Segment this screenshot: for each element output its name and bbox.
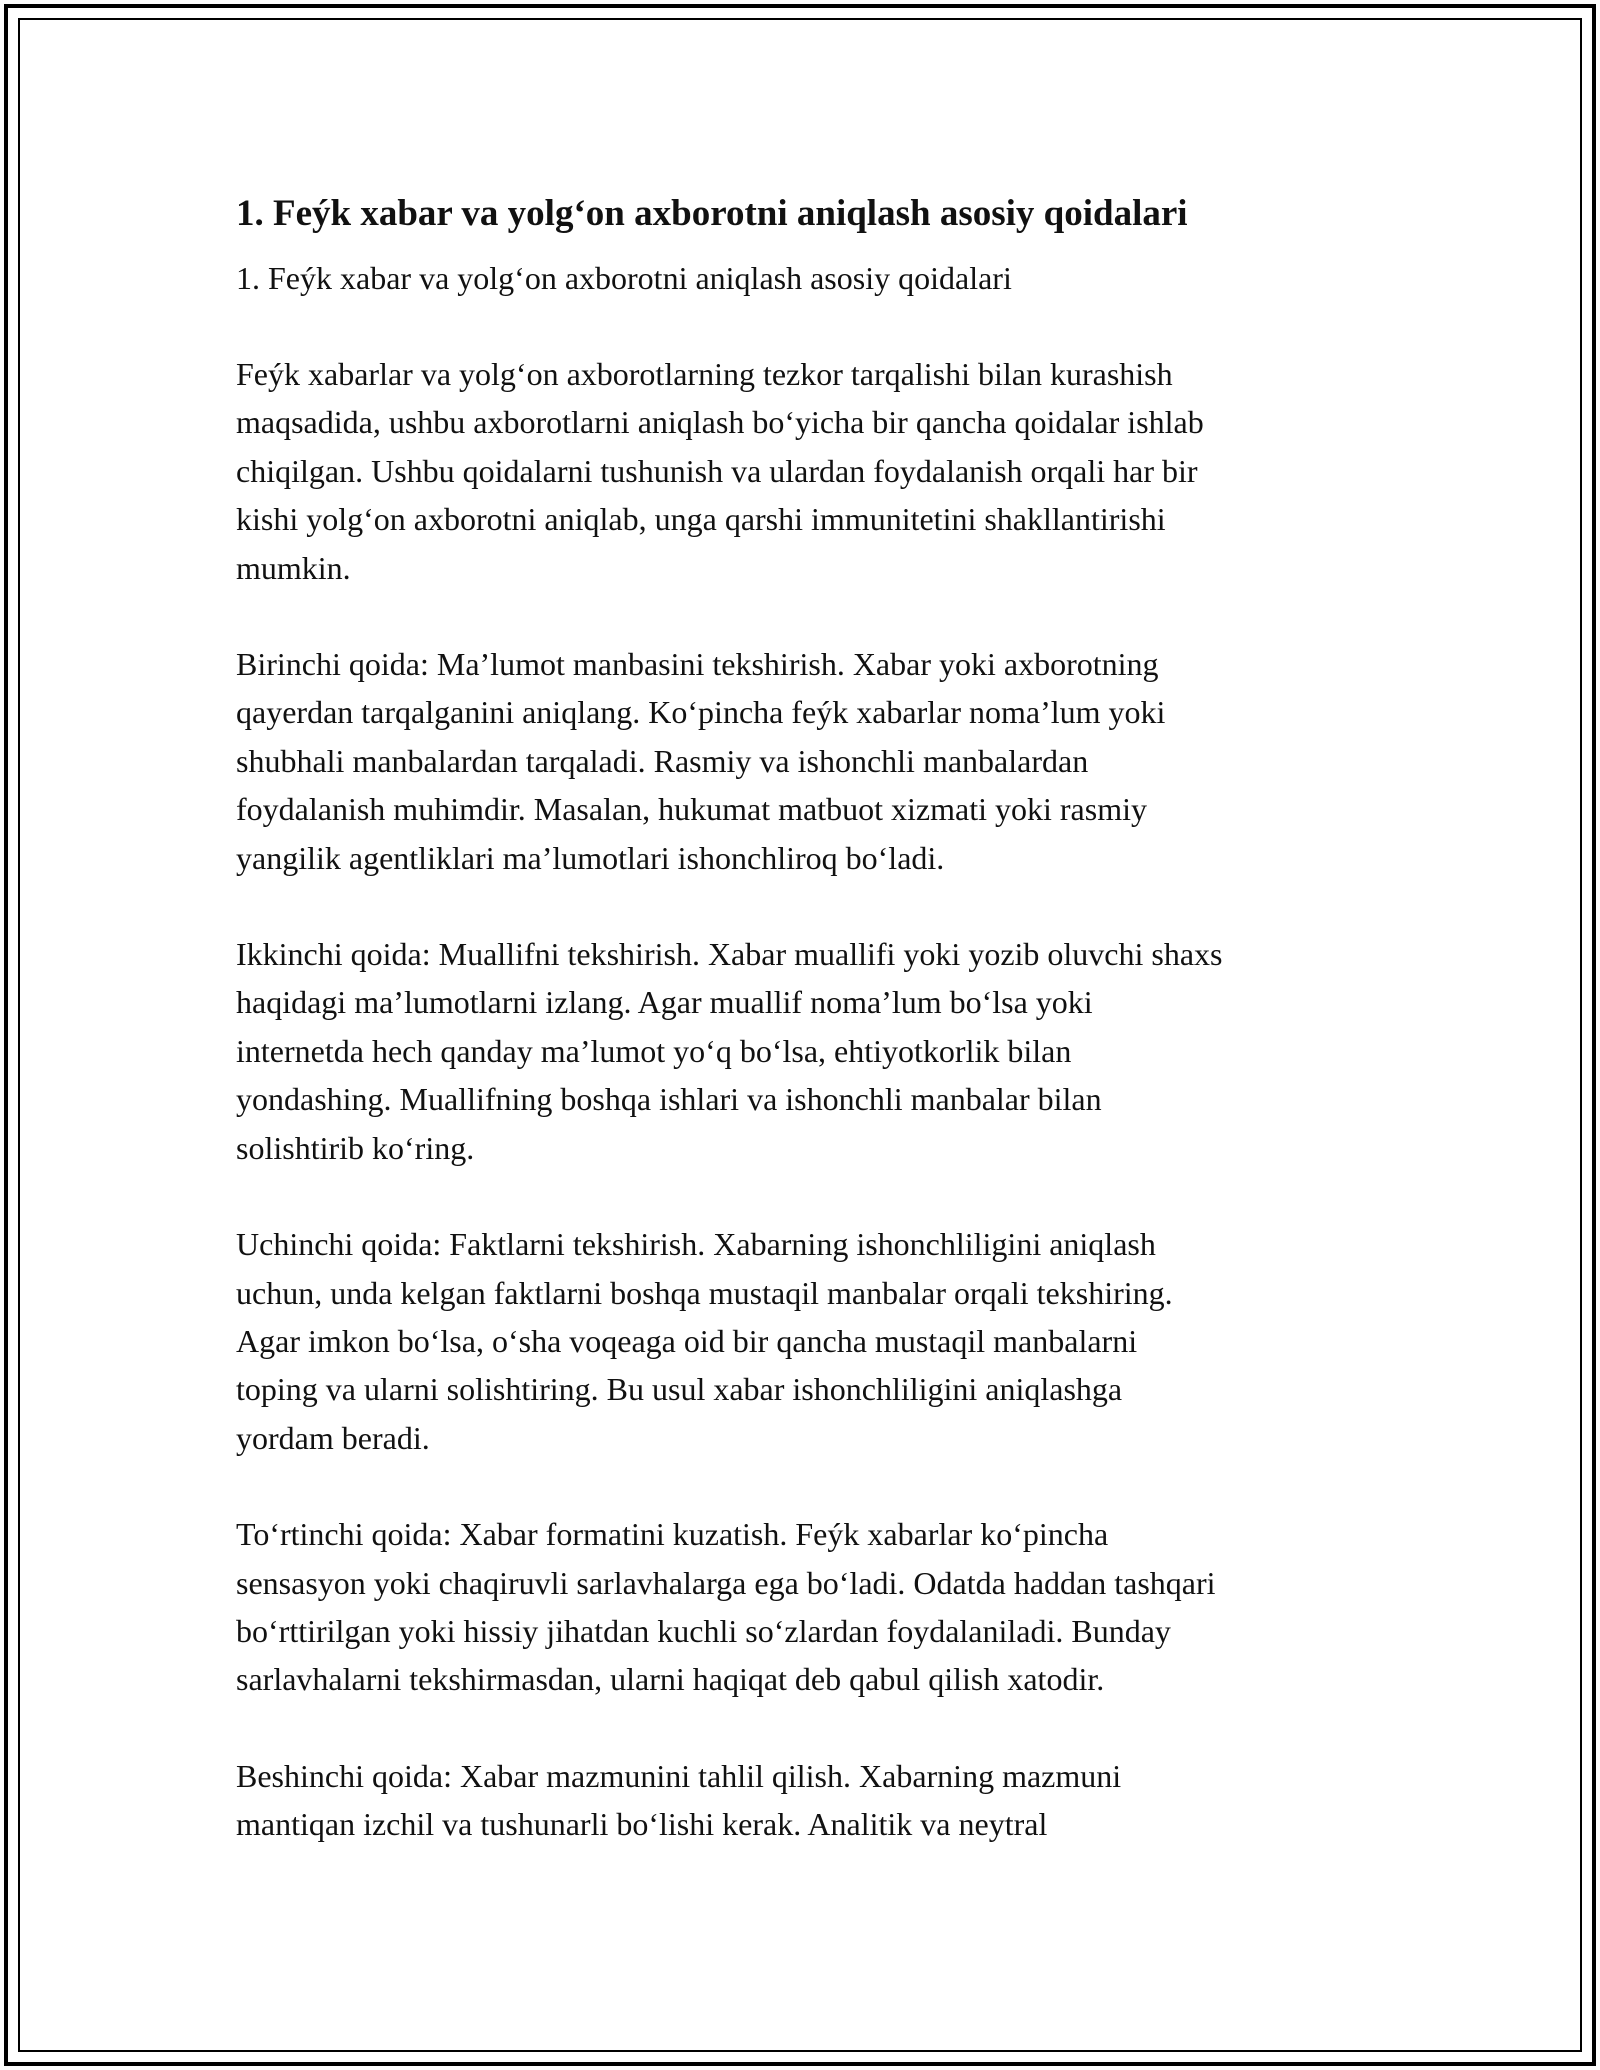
paragraph-rule-5 [236, 1752, 1386, 1849]
paragraph-line: shubhali manbalardan tarqaladi. Rasmiy va ishonchli manbalardan [236, 742, 1089, 779]
paragraph-line: kishi yolg‘on axborotni aniqlab, unga qarshi immunitetini shakllantirishi [236, 501, 1166, 538]
paragraph-line: chiqilgan. Ushbu qoidalarni tushunish va ulardan foydalanish orqali har bir [236, 452, 1198, 489]
paragraph-line: Ikkinchi qoida: Muallifni tekshirish. Xabar muallifi yoki yozib oluvchi shaxs [236, 936, 1223, 973]
paragraph-line: mumkin. [236, 549, 351, 586]
paragraph-intro [236, 350, 1386, 592]
paragraph-line: yordam beradi. [236, 1419, 430, 1456]
paragraph-line: internetda hech qanday ma’lumot yo‘q bo‘lsa, ehtiyotkorlik bilan [236, 1032, 1072, 1069]
paragraph-line: Feýk xabarlar va yolg‘on axborotlarning tezkor tarqalishi bilan kurashish [236, 356, 1173, 392]
paragraph-line: solishtirib ko‘ring. [236, 1129, 475, 1166]
document-body [236, 184, 1386, 1849]
paragraph-rule-4 [236, 1510, 1386, 1704]
paragraph-line: maqsadida, ushbu axborotlarni aniqlash bo‘yicha bir qancha qoidalar ishlab [236, 404, 1204, 441]
paragraph-line: haqidagi ma’lumotlarni izlang. Agar muallif noma’lum bo‘lsa yoki [236, 984, 1093, 1021]
paragraph-line: sarlavhalarni tekshirmasdan, ularni haqiqat deb qabul qilish xatodir. [236, 1661, 1105, 1698]
paragraph-line: mantiqan izchil va tushunarli bo‘lishi kerak. Analitik va neytral [236, 1806, 1048, 1843]
document-heading: 1. Feýk xabar va yolg‘on axborotni aniqlash asosiy qoidalari [236, 193, 1188, 234]
paragraph-line: qayerdan tarqalganini aniqlang. Ko‘pincha feýk xabarlar noma’lum yoki [236, 694, 1166, 731]
paragraph-line: yangilik agentliklari ma’lumotlari ishonchliroq bo‘ladi. [236, 839, 945, 876]
paragraph-line: Uchinchi qoida: Faktlarni tekshirish. Xabarning ishonchliligini aniqlash [236, 1226, 1156, 1263]
paragraph-line: Birinchi qoida: Ma’lumot manbasini tekshirish. Xabar yoki axborotning [236, 646, 1159, 683]
document-subheading: 1. Feýk xabar va yolg‘on axborotni aniqlash asosiy qoidalari [236, 260, 1012, 296]
paragraph-line: bo‘rttirilgan yoki hissiy jihatdan kuchli so‘zlardan foydalaniladi. Bunday [236, 1612, 1171, 1649]
paragraph-line: sensasyon yoki chaqiruvli sarlavhalarga ega bo‘ladi. Odatda haddan tashqari [236, 1564, 1216, 1601]
paragraph-line: foydalanish muhimdir. Masalan, hukumat matbuot xizmati yoki rasmiy [236, 791, 1147, 828]
paragraph-rule-2 [236, 930, 1386, 1172]
paragraph-rule-3 [236, 1220, 1386, 1462]
paragraph-line: Agar imkon bo‘lsa, o‘sha voqeaga oid bir qancha mustaqil manbalarni [236, 1322, 1138, 1359]
paragraph-line: To‘rtinchi qoida: Xabar formatini kuzatish. Feýk xabarlar ko‘pincha [236, 1516, 1109, 1553]
paragraph-line: toping va ularni solishtiring. Bu usul xabar ishonchliligini aniqlashga [236, 1371, 1123, 1408]
paragraph-line: uchun, unda kelgan faktlarni boshqa mustaqil manbalar orqali tekshiring. [236, 1274, 1173, 1311]
paragraph-rule-1 [236, 640, 1386, 882]
paragraph-line: Beshinchi qoida: Xabar mazmunini tahlil qilish. Xabarning mazmuni [236, 1757, 1122, 1794]
paragraph-line: yondashing. Muallifning boshqa ishlari va ishonchli manbalar bilan [236, 1081, 1102, 1118]
